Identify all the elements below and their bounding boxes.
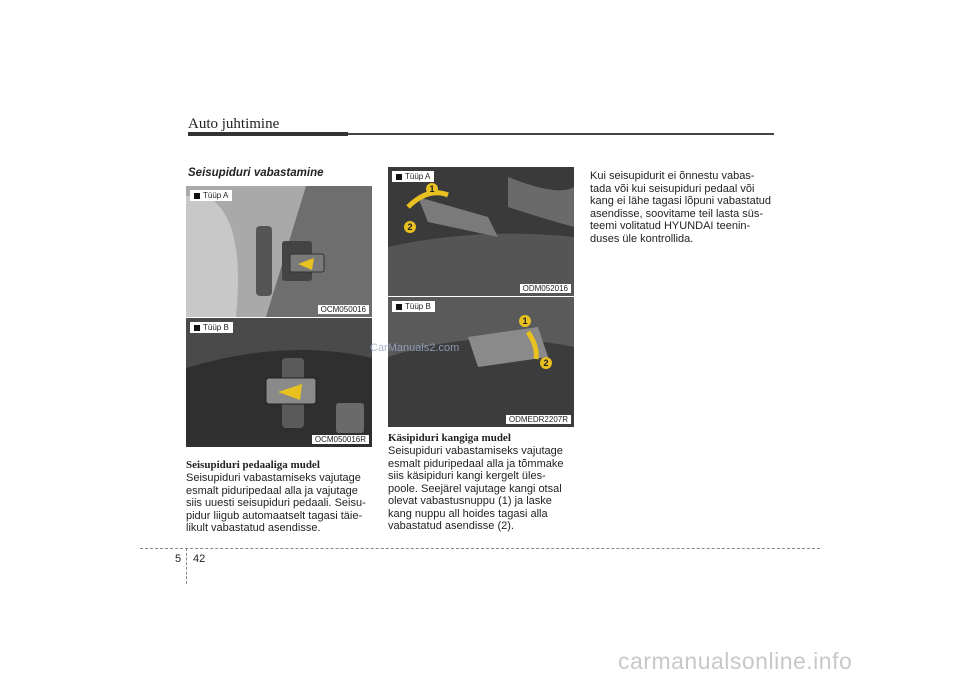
callout-2: 2 <box>543 358 549 368</box>
figure-code: ODM052016 <box>520 284 571 293</box>
pedal-body <box>186 472 376 535</box>
footer-divider <box>186 548 187 584</box>
pedal-type-b-illustration <box>186 318 372 447</box>
section-title: Seisupiduri vabastamine <box>188 167 324 179</box>
type-label: Tüüp B <box>392 301 435 312</box>
callout-1: 1 <box>429 184 435 194</box>
photo-pedal-type-a <box>186 186 372 317</box>
site-watermark: carmanualsonline.info <box>618 648 853 674</box>
square-bullet-icon <box>396 304 402 310</box>
lever-body <box>388 445 578 533</box>
text-line: siis uuesti seisupiduri pedaali. Seisu- <box>186 497 366 509</box>
photo-lever-type-b <box>388 297 574 427</box>
lever-heading: Käsipiduri kangiga mudel <box>388 432 511 444</box>
type-label: Tüüp A <box>392 171 434 182</box>
page-chapter: 5 <box>175 553 182 565</box>
header-rule-accent <box>188 132 348 136</box>
footer-rule <box>140 548 820 549</box>
text-line: pidur liigub automaatselt tagasi täie- <box>186 509 363 522</box>
text-line: kang nuppu all hoides tagasi alla <box>388 507 548 520</box>
page-number: 42 <box>193 553 206 565</box>
text-line: teemi volitatud HYUNDAI teenin- <box>590 220 751 232</box>
photo-pedal-type-b <box>186 318 372 447</box>
text-line: olevat vabastusnuppu (1) ja laske <box>388 495 552 507</box>
center-watermark: CarManuals2.com <box>370 342 460 354</box>
square-bullet-icon <box>396 174 402 180</box>
text-line: esmalt piduripedaal alla ja vajutage <box>186 484 358 497</box>
square-bullet-icon <box>194 325 200 331</box>
figure-code: OCM050016 <box>318 305 369 314</box>
text-line: likult vabastatud asendisse. <box>186 522 321 534</box>
text-line: Seisupiduri vabastamiseks vajutage <box>186 472 361 484</box>
type-label: Tüüp A <box>190 190 232 201</box>
figure-code: ODMEDR2207R <box>506 415 571 424</box>
callout-1: 1 <box>522 316 528 326</box>
pedal-heading: Seisupiduri pedaaliga mudel <box>186 459 320 471</box>
text-line: esmalt piduripedaal alla ja tõmmake <box>388 457 564 470</box>
lever-type-a-illustration <box>388 167 574 296</box>
photo-lever-type-a <box>388 167 574 296</box>
text-line: siis käsipiduri kangi kergelt üles- <box>388 470 546 482</box>
square-bullet-icon <box>194 193 200 199</box>
text-line: duses üle kontrollida. <box>590 232 694 245</box>
text-line: tada või kui seisupiduri pedaal või <box>590 182 755 195</box>
chapter-title: Auto juhtimine <box>188 116 280 132</box>
text-line: Kui seisupidurit ei õnnestu vabas- <box>590 170 755 182</box>
text-line: vabastatud asendisse (2). <box>388 520 514 532</box>
text-line: asendisse, soovitame teil lasta süs- <box>590 207 764 220</box>
text-line: poole. Seejärel vajutage kangi otsal <box>388 482 562 495</box>
figure-code: OCM050016R <box>312 435 369 444</box>
text-line: kang ei lähe tagasi lõpuni vabastatud <box>590 195 772 207</box>
callout-2: 2 <box>407 222 413 232</box>
note-body <box>590 170 775 245</box>
type-label: Tüüp B <box>190 322 233 333</box>
lever-type-b-illustration <box>388 297 574 427</box>
text-line: Seisupiduri vabastamiseks vajutage <box>388 445 563 457</box>
pedal-type-a-illustration <box>186 186 372 317</box>
